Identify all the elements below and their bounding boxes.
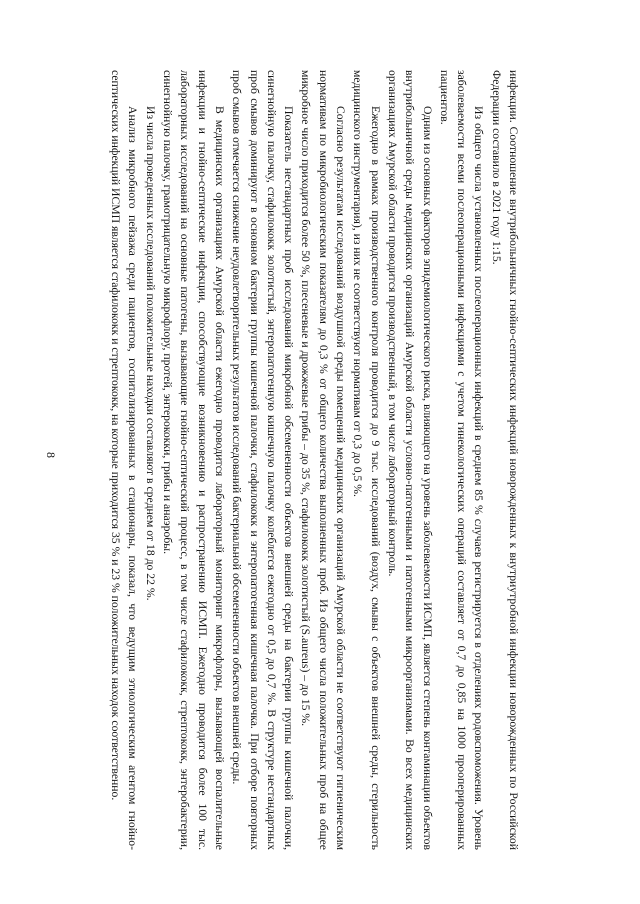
rotated-text-block [102, 70, 522, 850]
paragraph: Согласно результатам исследований воздушной среды помещений медицинских организаций Амурской области не соответствуют гигиеническим нормативам по микробиологическим показателям до 0,3 % от общего количества выполненных проб. Из общего числа положительных проб на общее микробное число приходится более 50 %, плесеневые и дрожжевые грибы – до 35 %, стафилококк золотистый (S.aureus) – до 15 %. [299, 70, 348, 850]
paragraph: Ежегодно в рамках производственного контроля проводится до 9 тыс. исследований (воздух, смывы с объектов внешней среды, стерильность медицинского инструментария), из них не соответствуют нормативам от 0,3 до 0,5 %. [351, 70, 382, 850]
paragraph: В медицинских организациях Амурской области ежегодно проводится лабораторный мониторинг микрофлоры, вызывающей воспалительные инфекции и гнойно-септические инфекции, способствующие возникновению и распространению ИСМП. Ежегодно проводится более 100 тыс. лабораторных исследований на основные патогены, вызывающие гнойно-септический процесс, в том числе стафилококк, стрептококк, энтеробактерии, синегнойную палочку, грамотрицательную микрофлору, протей, энтерококки, грибы и анаэробы. [161, 70, 226, 850]
paragraph: Из числа проведенных исследований положительные находки составляют в среднем от 18 до 22 %. [143, 106, 157, 601]
paragraph: инфекции. Соотношение внутрибольничных гнойно-септических инфекций новорожденных к внутриутробной инфекции новорожденных по Российской Федерации составило в 2021 году 1:15. [489, 70, 520, 850]
paragraph: Одним из основных факторов эпидемиологического риска, влияющего на уровень заболеваемости ИСМП, является степень контаминации объектов внутрибольничной среды медицинских организаций Амурской области условно-патогенными и патогенными микроорганизмами. Во всех медицинских организациях Амурской области проводится производственный, в том числе лабораторный контроль. [385, 70, 434, 850]
page-number: 8 [44, 452, 58, 458]
paragraph: Анализ микробного пейзажа среди пациентов, госпитализированных в стационары, показал, что ведущим этиологическим агентом гнойно-септических инфекций ИСМП является стафилококк и стрептококк, на которые приходится 35 % и 23 % положительных находок соответственно. [109, 70, 140, 850]
paragraph: Из общего числа установленных послеоперационных инфекций в среднем 85 % случаев регистрируется в отделениях родовспоможения. Уровень заболеваемости всеми послеоперационными инфекциями с учетом гинекологических операций составляет от 0,7 до 0,85 на 1000 прооперированных пациентов. [437, 70, 486, 850]
paragraph: Показатель нестандартных проб исследований микробной обсемененности объектов внешней среды на бактерии группы кишечной палочки, синегнойную палочку, стафилококк золотистый, энтеропатогенную кишечную палочку колеблется ежегодно от 0,5 до 0,7 %. В структуре нестандартных проб смывов доминируют в основном бактерии группы кишечной палочки, стафилококк и энтеропатогенная кишечная палочка. При отборе повторных проб смывов отмечается снижение неудовлетворительных результатов исследований бактериальной обсемененности объектов внешней среды. [230, 70, 296, 850]
